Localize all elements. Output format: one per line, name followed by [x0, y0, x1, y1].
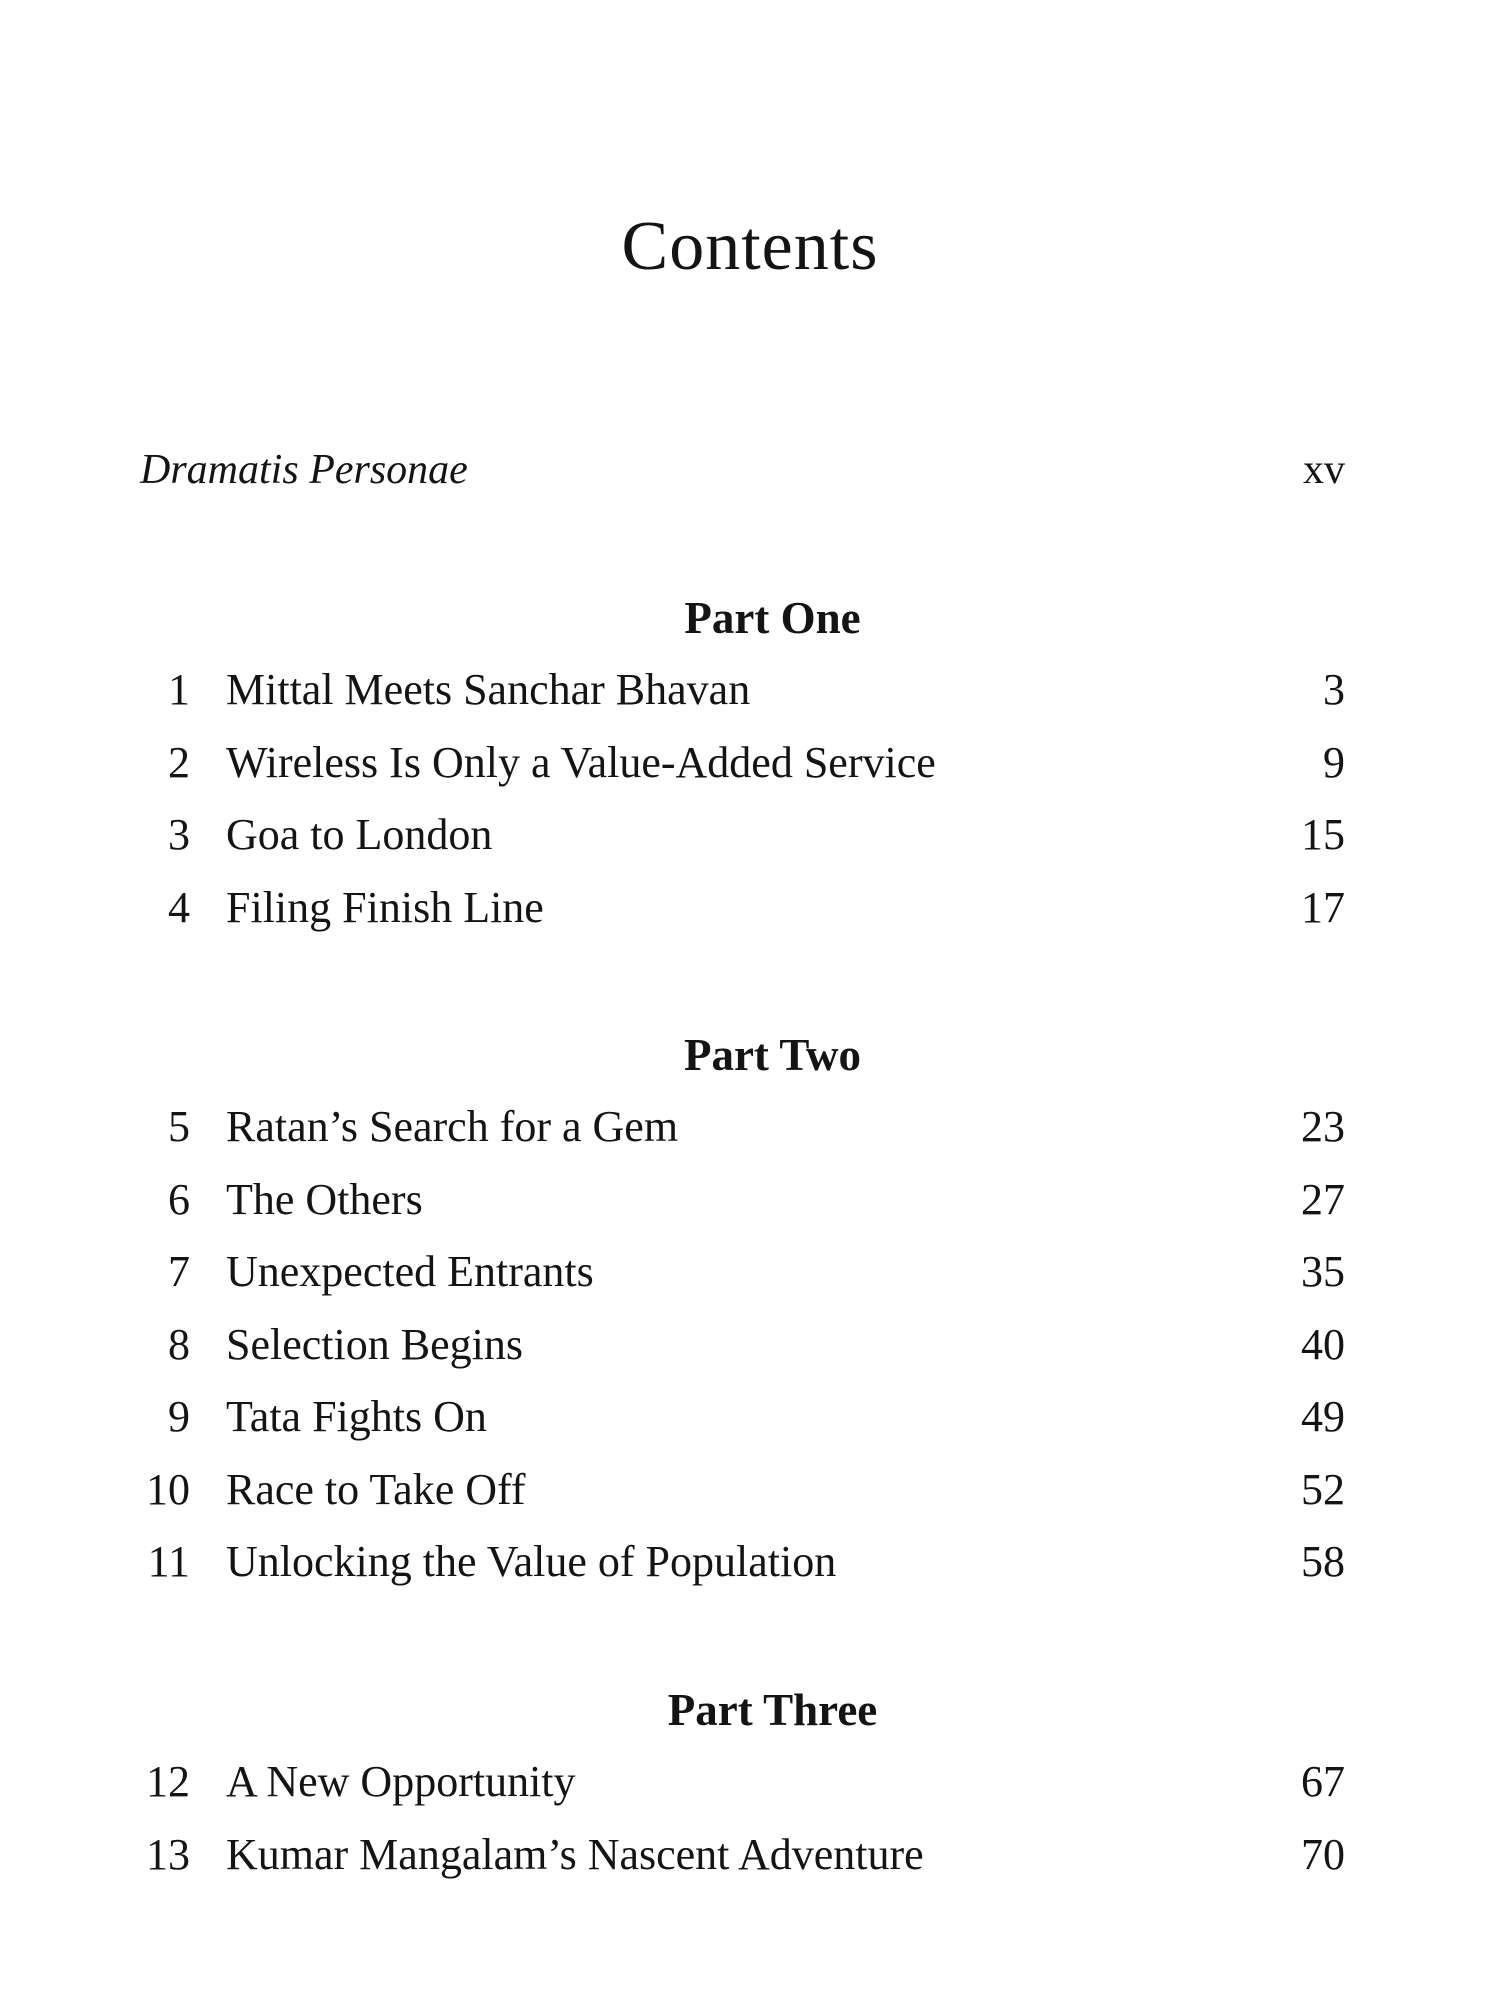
part-heading: Part Three [667, 1685, 878, 1735]
chapter-entry [140, 1236, 1345, 1309]
chapter-title: The Others [226, 1174, 423, 1224]
chapter-number: 9 [168, 1392, 190, 1441]
chapter-entry [140, 1164, 1345, 1237]
chapter-entry [140, 872, 1345, 945]
chapter-page: 67 [1301, 1757, 1345, 1806]
chapter-page: 58 [1301, 1537, 1345, 1586]
chapter-page: 9 [1323, 737, 1345, 787]
chapter-title: Kumar Mangalam’s Nascent Adventure [226, 1829, 924, 1879]
chapter-number: 5 [168, 1102, 190, 1151]
chapter-title: Tata Fights On [226, 1392, 487, 1441]
chapter-entry [140, 1381, 1345, 1454]
chapter-page: 17 [1301, 882, 1345, 932]
chapter-title: Wireless Is Only a Value-Added Service [226, 737, 936, 787]
chapter-page: 23 [1301, 1102, 1345, 1151]
chapter-entry [140, 727, 1345, 800]
chapter-title: A New Opportunity [226, 1757, 576, 1806]
chapter-number: 12 [146, 1757, 190, 1806]
chapter-entry [140, 654, 1345, 727]
chapter-page: 35 [1301, 1247, 1345, 1296]
front-matter-page: xv [1303, 447, 1345, 493]
chapter-number: 7 [168, 1247, 190, 1296]
chapter-entry [140, 1746, 1345, 1819]
chapter-number: 10 [146, 1464, 190, 1514]
chapter-page: 49 [1301, 1392, 1345, 1441]
page-title: Contents [621, 207, 879, 285]
chapter-title: Goa to London [226, 810, 493, 859]
chapter-title: Unexpected Entrants [226, 1247, 594, 1296]
part-heading: Part One [684, 593, 861, 643]
front-matter-entry [140, 446, 1345, 506]
part-heading: Part Two [683, 1030, 862, 1080]
front-matter-title: Dramatis Personae [140, 447, 468, 493]
part-one-section [140, 582, 1345, 944]
chapter-number: 13 [146, 1829, 190, 1879]
chapter-number: 1 [168, 665, 190, 714]
chapter-number: 4 [168, 882, 190, 932]
chapter-page: 3 [1323, 665, 1345, 714]
chapter-entry [140, 1819, 1345, 1892]
chapter-entry [140, 1526, 1345, 1599]
chapter-entry [140, 1309, 1345, 1382]
chapter-title: Selection Begins [226, 1319, 523, 1369]
chapter-page: 52 [1301, 1464, 1345, 1514]
chapter-number: 3 [168, 810, 190, 859]
chapter-page: 70 [1301, 1829, 1345, 1879]
chapter-title: Filing Finish Line [226, 882, 544, 932]
part-three-section [140, 1674, 1345, 1891]
chapter-number: 11 [147, 1537, 190, 1586]
chapter-entry [140, 1454, 1345, 1527]
chapter-entry [140, 799, 1345, 872]
chapter-number: 2 [168, 737, 190, 787]
chapter-entry [140, 1091, 1345, 1164]
part-two-section [140, 1019, 1345, 1599]
chapter-page: 15 [1301, 810, 1345, 859]
chapter-page: 40 [1301, 1319, 1345, 1369]
chapter-title: Mittal Meets Sanchar Bhavan [226, 665, 751, 714]
chapter-title: Ratan’s Search for a Gem [226, 1102, 679, 1151]
chapter-number: 8 [168, 1319, 190, 1369]
chapter-title: Race to Take Off [226, 1464, 526, 1514]
chapter-number: 6 [168, 1174, 190, 1224]
chapter-page: 27 [1301, 1174, 1345, 1224]
chapter-title: Unlocking the Value of Population [226, 1537, 837, 1586]
